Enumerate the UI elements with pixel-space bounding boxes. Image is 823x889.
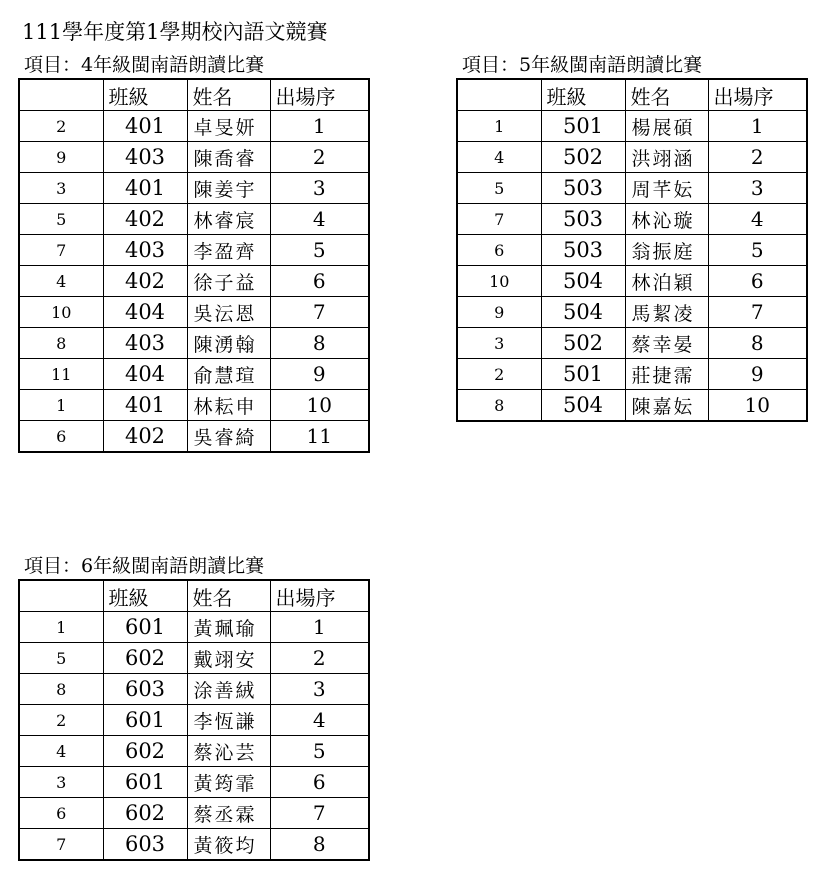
table-row bbox=[19, 173, 369, 204]
class-cell: 403 bbox=[103, 235, 187, 266]
table-row bbox=[19, 798, 369, 829]
name-cell: 吳睿綺 bbox=[187, 421, 270, 453]
order-cell: 8 bbox=[708, 328, 807, 359]
table-row bbox=[457, 266, 807, 297]
class-cell: 602 bbox=[103, 736, 187, 767]
seed-cell: 5 bbox=[19, 204, 103, 235]
grade4-section bbox=[18, 52, 370, 453]
header-row bbox=[457, 79, 807, 111]
seed-cell: 9 bbox=[19, 142, 103, 173]
order-cell: 7 bbox=[270, 798, 369, 829]
seed-cell: 5 bbox=[19, 643, 103, 674]
seed-cell: 6 bbox=[19, 798, 103, 829]
order-cell: 3 bbox=[270, 173, 369, 204]
name-cell: 翁振庭 bbox=[625, 235, 708, 266]
order-cell: 9 bbox=[708, 359, 807, 390]
class-cell: 502 bbox=[541, 328, 625, 359]
grade6-section bbox=[18, 553, 370, 861]
grade5-section bbox=[456, 52, 808, 422]
name-cell: 林沁璇 bbox=[625, 204, 708, 235]
table-row bbox=[19, 297, 369, 328]
order-cell: 8 bbox=[270, 328, 369, 359]
class-cell: 503 bbox=[541, 173, 625, 204]
seed-cell: 7 bbox=[19, 235, 103, 266]
table-row bbox=[457, 297, 807, 328]
table-row bbox=[457, 235, 807, 266]
class-cell: 602 bbox=[103, 643, 187, 674]
order-cell: 6 bbox=[270, 767, 369, 798]
class-cell: 402 bbox=[103, 266, 187, 297]
seed-cell: 6 bbox=[19, 421, 103, 453]
seed-cell: 1 bbox=[457, 111, 541, 142]
document-title: 111學年度第1學期校內語文競賽 bbox=[22, 20, 328, 44]
table-row bbox=[19, 612, 369, 643]
header-name: 姓名 bbox=[187, 79, 270, 111]
name-cell: 陳嘉妘 bbox=[625, 390, 708, 422]
class-cell: 601 bbox=[103, 767, 187, 798]
table-row bbox=[457, 328, 807, 359]
seed-cell: 8 bbox=[457, 390, 541, 422]
order-cell: 5 bbox=[270, 736, 369, 767]
order-cell: 2 bbox=[270, 142, 369, 173]
name-cell: 馬絜凌 bbox=[625, 297, 708, 328]
name-cell: 陳湧翰 bbox=[187, 328, 270, 359]
name-cell: 陳喬睿 bbox=[187, 142, 270, 173]
table-row bbox=[457, 142, 807, 173]
order-cell: 1 bbox=[708, 111, 807, 142]
seed-cell: 7 bbox=[457, 204, 541, 235]
order-cell: 11 bbox=[270, 421, 369, 453]
name-cell: 蔡沁芸 bbox=[187, 736, 270, 767]
class-cell: 403 bbox=[103, 328, 187, 359]
header-order: 出場序 bbox=[270, 79, 369, 111]
order-cell: 2 bbox=[708, 142, 807, 173]
header-name: 姓名 bbox=[625, 79, 708, 111]
seed-cell: 4 bbox=[19, 736, 103, 767]
order-cell: 3 bbox=[708, 173, 807, 204]
order-cell: 10 bbox=[270, 390, 369, 421]
seed-cell: 3 bbox=[19, 173, 103, 204]
seed-cell: 9 bbox=[457, 297, 541, 328]
header-order: 出場序 bbox=[270, 580, 369, 612]
name-cell: 林耘申 bbox=[187, 390, 270, 421]
table-row bbox=[457, 204, 807, 235]
class-cell: 404 bbox=[103, 359, 187, 390]
header-row bbox=[19, 79, 369, 111]
table-row bbox=[19, 643, 369, 674]
table-row bbox=[457, 111, 807, 142]
name-cell: 黃筱均 bbox=[187, 829, 270, 861]
header-class: 班級 bbox=[541, 79, 625, 111]
table-row bbox=[19, 674, 369, 705]
name-cell: 涂善絨 bbox=[187, 674, 270, 705]
order-cell: 4 bbox=[270, 705, 369, 736]
name-cell: 蔡丞霖 bbox=[187, 798, 270, 829]
class-cell: 501 bbox=[541, 359, 625, 390]
name-cell: 周芊妘 bbox=[625, 173, 708, 204]
table-row bbox=[19, 111, 369, 142]
class-cell: 502 bbox=[541, 142, 625, 173]
seed-cell: 5 bbox=[457, 173, 541, 204]
header-name: 姓名 bbox=[187, 580, 270, 612]
header-seed bbox=[19, 79, 103, 111]
seed-cell: 2 bbox=[19, 705, 103, 736]
grade5-table bbox=[456, 78, 808, 422]
table-row bbox=[457, 390, 807, 422]
name-cell: 林泊穎 bbox=[625, 266, 708, 297]
header-class: 班級 bbox=[103, 580, 187, 612]
order-cell: 10 bbox=[708, 390, 807, 422]
class-cell: 401 bbox=[103, 111, 187, 142]
class-cell: 402 bbox=[103, 204, 187, 235]
class-cell: 603 bbox=[103, 829, 187, 861]
name-cell: 戴翊安 bbox=[187, 643, 270, 674]
section-title: 項目：6年級閩南語朗讀比賽 bbox=[24, 555, 265, 577]
table-row bbox=[19, 390, 369, 421]
name-cell: 陳姜宇 bbox=[187, 173, 270, 204]
table-row bbox=[457, 173, 807, 204]
header-order: 出場序 bbox=[708, 79, 807, 111]
name-cell: 林睿宸 bbox=[187, 204, 270, 235]
order-cell: 3 bbox=[270, 674, 369, 705]
seed-cell: 8 bbox=[19, 328, 103, 359]
name-cell: 吳沄恩 bbox=[187, 297, 270, 328]
name-cell: 楊展碩 bbox=[625, 111, 708, 142]
class-cell: 603 bbox=[103, 674, 187, 705]
table-row bbox=[19, 266, 369, 297]
order-cell: 5 bbox=[270, 235, 369, 266]
seed-cell: 3 bbox=[457, 328, 541, 359]
order-cell: 6 bbox=[708, 266, 807, 297]
table-row bbox=[19, 142, 369, 173]
class-cell: 401 bbox=[103, 390, 187, 421]
class-cell: 401 bbox=[103, 173, 187, 204]
table-row bbox=[19, 736, 369, 767]
section-title: 項目：5年級閩南語朗讀比賽 bbox=[462, 54, 703, 76]
seed-cell: 4 bbox=[457, 142, 541, 173]
header-seed bbox=[19, 580, 103, 612]
section-title: 項目：4年級閩南語朗讀比賽 bbox=[24, 54, 265, 76]
name-cell: 卓旻妍 bbox=[187, 111, 270, 142]
grade6-table bbox=[18, 579, 370, 861]
class-cell: 504 bbox=[541, 390, 625, 422]
header-class: 班級 bbox=[103, 79, 187, 111]
class-cell: 601 bbox=[103, 612, 187, 643]
class-cell: 404 bbox=[103, 297, 187, 328]
grade4-table bbox=[18, 78, 370, 453]
name-cell: 俞慧瑄 bbox=[187, 359, 270, 390]
order-cell: 1 bbox=[270, 111, 369, 142]
seed-cell: 10 bbox=[457, 266, 541, 297]
table-row bbox=[19, 359, 369, 390]
order-cell: 4 bbox=[708, 204, 807, 235]
class-cell: 503 bbox=[541, 204, 625, 235]
header-seed bbox=[457, 79, 541, 111]
name-cell: 徐子益 bbox=[187, 266, 270, 297]
seed-cell: 1 bbox=[19, 612, 103, 643]
order-cell: 6 bbox=[270, 266, 369, 297]
name-cell: 李盈齊 bbox=[187, 235, 270, 266]
order-cell: 7 bbox=[708, 297, 807, 328]
order-cell: 7 bbox=[270, 297, 369, 328]
table-row bbox=[19, 705, 369, 736]
table-row bbox=[19, 767, 369, 798]
class-cell: 601 bbox=[103, 705, 187, 736]
name-cell: 黃珮瑜 bbox=[187, 612, 270, 643]
class-cell: 602 bbox=[103, 798, 187, 829]
order-cell: 1 bbox=[270, 612, 369, 643]
table-row bbox=[19, 204, 369, 235]
header-row bbox=[19, 580, 369, 612]
order-cell: 2 bbox=[270, 643, 369, 674]
table-row bbox=[19, 328, 369, 359]
seed-cell: 4 bbox=[19, 266, 103, 297]
class-cell: 504 bbox=[541, 297, 625, 328]
seed-cell: 10 bbox=[19, 297, 103, 328]
class-cell: 501 bbox=[541, 111, 625, 142]
name-cell: 李恆謙 bbox=[187, 705, 270, 736]
order-cell: 4 bbox=[270, 204, 369, 235]
seed-cell: 2 bbox=[457, 359, 541, 390]
seed-cell: 3 bbox=[19, 767, 103, 798]
class-cell: 504 bbox=[541, 266, 625, 297]
order-cell: 8 bbox=[270, 829, 369, 861]
name-cell: 莊捷霈 bbox=[625, 359, 708, 390]
class-cell: 503 bbox=[541, 235, 625, 266]
table-row bbox=[457, 359, 807, 390]
class-cell: 402 bbox=[103, 421, 187, 453]
name-cell: 蔡幸晏 bbox=[625, 328, 708, 359]
class-cell: 403 bbox=[103, 142, 187, 173]
table-row bbox=[19, 829, 369, 861]
seed-cell: 6 bbox=[457, 235, 541, 266]
name-cell: 洪翊涵 bbox=[625, 142, 708, 173]
seed-cell: 1 bbox=[19, 390, 103, 421]
seed-cell: 2 bbox=[19, 111, 103, 142]
order-cell: 9 bbox=[270, 359, 369, 390]
seed-cell: 7 bbox=[19, 829, 103, 861]
table-row bbox=[19, 235, 369, 266]
seed-cell: 11 bbox=[19, 359, 103, 390]
table-row bbox=[19, 421, 369, 453]
order-cell: 5 bbox=[708, 235, 807, 266]
name-cell: 黃筠霏 bbox=[187, 767, 270, 798]
seed-cell: 8 bbox=[19, 674, 103, 705]
